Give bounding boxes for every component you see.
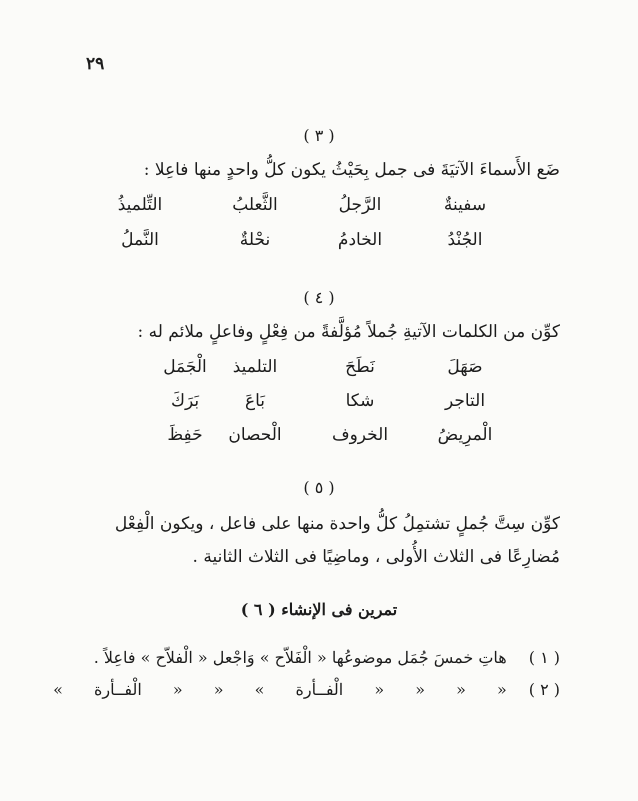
word: صَهَلَ	[447, 357, 483, 377]
word: شكا	[345, 391, 375, 411]
word: الثَّعلبُ	[232, 195, 278, 215]
word: سفينةٌ	[443, 195, 487, 215]
word: التِّلميذُ	[117, 195, 163, 215]
section-4-heading: ( ٤ )	[303, 288, 335, 307]
section-4-words-row-3	[0, 425, 638, 451]
word: الْجَمَل	[163, 357, 207, 377]
section-3-heading: ( ٣ )	[303, 126, 335, 145]
section-4-words-row-1	[0, 357, 638, 383]
word: النَّملُ	[121, 230, 159, 250]
section-5-line-2: مُضارِعًا فى الثلاث الأُولى ، وماضِيًا فى الثلاث الثانية .	[192, 547, 560, 567]
word: الرَّجلُ	[338, 195, 382, 215]
section-4-words-row-2	[0, 391, 638, 417]
exercise-item-1-number: ( ١ )	[528, 648, 560, 667]
word: حَفِظَ	[167, 425, 203, 445]
section-6-heading: ( ٦ ) تمرين فى الإنشاء	[240, 600, 398, 619]
exercise-item-2-text: « « « « الْفــأرة » « « الْفــأرة »	[53, 680, 507, 699]
page-number: ٢٩	[86, 54, 105, 74]
word: الجُنْدُ	[447, 230, 483, 250]
word: بَاعَ	[244, 391, 266, 411]
section-3-instruction: ضَع الأَسماءَ الآتيَةَ فى جمل بِحَيْثُ يكون كلُّ واحدٍ منها فاعِلا :	[143, 160, 560, 180]
section-5-heading: ( ٥ )	[303, 478, 335, 497]
word: الْمرِيضُ	[437, 425, 493, 445]
word: التلميذ	[232, 357, 278, 377]
exercise-item-2-number: ( ٢ )	[528, 680, 560, 699]
section-3-words-row-1	[0, 195, 638, 221]
exercise-item-2	[20, 680, 560, 699]
section-5-line-1: كوِّن سِتَّ جُملٍ تشتمِلُ كلُّ واحدة منها على فاعل ، ويكون الْفِعْل	[114, 514, 560, 534]
word: نَطَحَ	[345, 357, 375, 377]
section-3-words-row-2	[0, 230, 638, 256]
exercise-item-1	[20, 648, 560, 667]
word: نحْلةٌ	[239, 230, 271, 250]
word: الخادمُ	[337, 230, 383, 250]
word: بَرَكَ	[170, 391, 200, 411]
word: الخروف	[331, 425, 389, 445]
section-4-instruction: كوِّن من الكلمات الآتيةِ جُملاً مُؤلَّفةً من فِعْلٍ وفاعلٍ ملائم له :	[137, 322, 560, 342]
word: الْحصان	[228, 425, 282, 445]
word: التاجر	[444, 391, 486, 411]
exercise-item-1-text: هاتِ خمسَ جُمَل موضوعُها « الْفَلاّح » وَاجْعل « الْفلاّح » فاعِلاً .	[93, 648, 507, 667]
